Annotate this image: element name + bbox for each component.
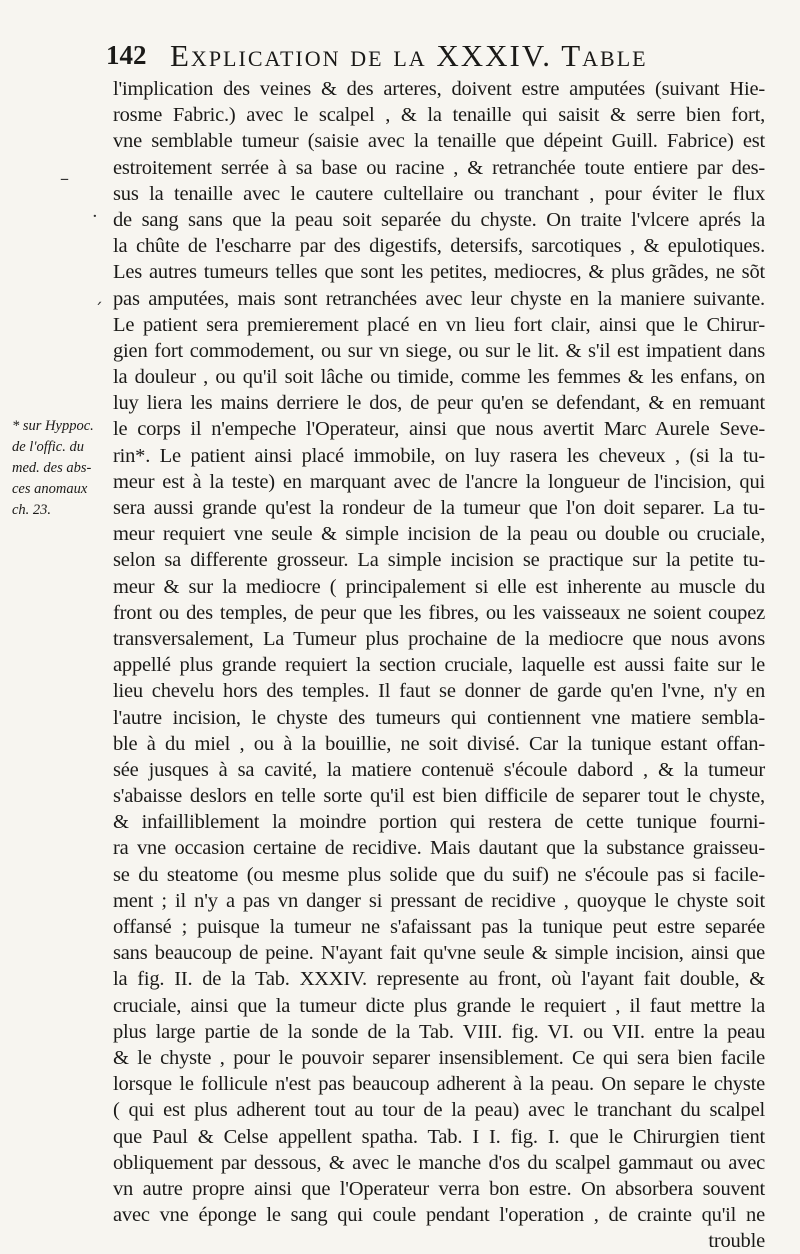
text-line: lieu chevelu hors des temples. Il faut se donner de garde qu'en l'vne, n'y en xyxy=(113,680,765,703)
text-line: le corps il n'empeche l'Operateur, ainsi que nous avertit Marc Aurele Seve- xyxy=(113,418,765,441)
text-line: vn autre propre ainsi que l'Operateur verra bon estre. On absorbera souvent xyxy=(113,1177,765,1200)
catchword: trouble xyxy=(708,1230,765,1253)
text-line: rin*. Le patient ainsi placé immobile, on luy rasera les cheveux , (si la tu- xyxy=(113,444,765,467)
text-line: la fig. II. de la Tab. XXXIV. represente au front, où l'ayant fait double, & xyxy=(113,968,765,991)
text-line: ble à du miel , ou à la bouillie, ne soit divisé. Car la tunique estant offan- xyxy=(113,732,765,755)
text-line: lorsque le follicule n'est pas beaucoup adherent à la peau. On separe le chyste xyxy=(113,1073,765,1096)
margin-dot: · xyxy=(92,206,98,227)
text-line: s'abaisse deslors en telle sorte qu'il est bien difficile de separer tout le chyste, xyxy=(113,785,765,808)
running-head: Explication de la XXXIV. Table xyxy=(170,38,648,73)
text-line: sus la tenaille avec le cautere cultellaire ou tranchant , pour éviter le flux xyxy=(113,182,765,205)
text-line: & infailliblement la moindre portion qui restera de cette tunique fourni- xyxy=(113,811,765,834)
text-line: selon sa differente grosseur. La simple incision se practique sur la petite tu- xyxy=(113,549,765,572)
text-line: plus large partie de la sonde de la Tab. VIII. fig. VI. ou VII. entre la peau xyxy=(113,1020,765,1043)
text-line: la douleur , ou qu'il soit lâche ou timide, comme les femmes & les enfans, on xyxy=(113,366,765,389)
text-line: ment ; il n'y a pas vn danger si pressant de recidive , quoyque le chyste soit xyxy=(113,889,765,912)
margin-tick: ´ xyxy=(94,300,103,321)
margin-note-line: ces anomaux xyxy=(12,481,88,497)
text-line: sée jusques à sa cavité, la matiere contenuë s'écoule dabord , & la tumeur xyxy=(113,758,765,781)
text-line: front ou des temples, de peur que les fibres, ou les vaisseaux ne soient coupez xyxy=(113,601,765,624)
text-line: sans beaucoup de peine. N'ayant fait qu'vne seule & simple incision, ainsi que xyxy=(113,942,765,965)
text-line: offansé ; puisque la tumeur ne s'afaissant pas la tunique peut estre separée xyxy=(113,916,765,938)
text-line: & le chyste , pour le pouvoir separer insensiblement. Ce qui sera bien facile xyxy=(113,1046,765,1069)
text-line: Les autres tumeurs telles que sont les petites, mediocres, & plus grãdes, ne sõt xyxy=(113,261,765,284)
text-line: luy liera les mains derriere le dos, de peur qu'en se defendant, & en remuant xyxy=(113,392,765,415)
text-line: la chûte de l'escharre par des digestifs, detersifs, sarcotiques , & epulotiques. xyxy=(113,235,765,258)
body-text xyxy=(113,76,765,1254)
margin-note xyxy=(12,416,114,521)
text-line: estroitement serrée à sa base ou racine , & retranchée toute entiere par des- xyxy=(113,156,765,179)
text-line: ra vne occasion certaine de recidive. Mais dautant que la substance graisseu- xyxy=(113,837,765,860)
margin-note-line: med. des abs- xyxy=(12,460,92,476)
text-line: meur est à la teste) en marquant avec de l'ancre la longueur de l'incision, qui xyxy=(113,470,765,493)
text-line: se du steatome (ou mesme plus solide que du suif) ne s'écoule pas si facile- xyxy=(113,863,765,886)
text-line: cruciale, ainsi que la tumeur dicte plus grande le requiert , il faut mettre la xyxy=(113,994,765,1017)
page-number: 142 xyxy=(106,40,147,70)
text-line: Le patient sera premierement placé en vn lieu fort clair, ainsi que le Chirur- xyxy=(113,313,765,336)
text-line: sera aussi grande qu'est la rondeur de la tumeur que l'on doit separer. La tu- xyxy=(113,497,765,519)
text-line: ( qui est plus adherent tout au tour de la peau) avec le tranchant du scalpel xyxy=(113,1099,765,1122)
text-line: que Paul & Celse appellent spatha. Tab. I I. fig. I. que le Chirurgien tient xyxy=(113,1125,765,1148)
text-line: de sang sans que la peau soit separée du chyste. On traite l'vlcere aprés la xyxy=(113,208,765,231)
text-line: appellé plus grande requiert la section cruciale, laquelle est aussi faite sur le xyxy=(113,654,765,677)
text-line: obliquement par dessous, & avec le manche d'os du scalpel gammaut ou avec xyxy=(113,1151,765,1174)
text-line: rosme Fabric.) avec le scalpel , & la tenaille qui saisit & serre bien fort, xyxy=(113,104,765,127)
margin-dash: – xyxy=(60,168,69,189)
margin-note-line: de l'offic. du xyxy=(12,439,84,455)
margin-note-line: ch. 23. xyxy=(12,502,52,518)
text-line: l'implication des veines & des arteres, doivent estre amputées (suivant Hie- xyxy=(113,78,765,100)
text-line: pas amputées, mais sont retranchées avec leur chyste en la maniere suivante. xyxy=(113,287,765,310)
text-line: gien fort commodement, ou sur vn siege, ou sur le lit. & s'il est impatient dans xyxy=(113,339,765,362)
text-line: vne semblable tumeur (saisie avec la tenaille que dépeint Guill. Fabrice) est xyxy=(113,130,765,153)
text-line: avec vne éponge le sang qui coule pendant l'operation , de crainte qu'il ne xyxy=(113,1204,765,1227)
text-line: meur requiert vne seule & simple incision de la peau ou double ou cruciale, xyxy=(113,523,765,546)
margin-note-line: * sur Hyppoc. xyxy=(12,418,94,434)
text-line: transversalement, La Tumeur plus prochaine de la mediocre que nous avons xyxy=(113,627,765,650)
text-line: l'autre incision, le chyste des tumeurs qui contiennent vne matiere sembla- xyxy=(113,706,765,729)
page-header xyxy=(106,36,796,74)
text-line: meur & sur la mediocre ( principalement si elle est inherente au muscle du xyxy=(113,575,765,598)
